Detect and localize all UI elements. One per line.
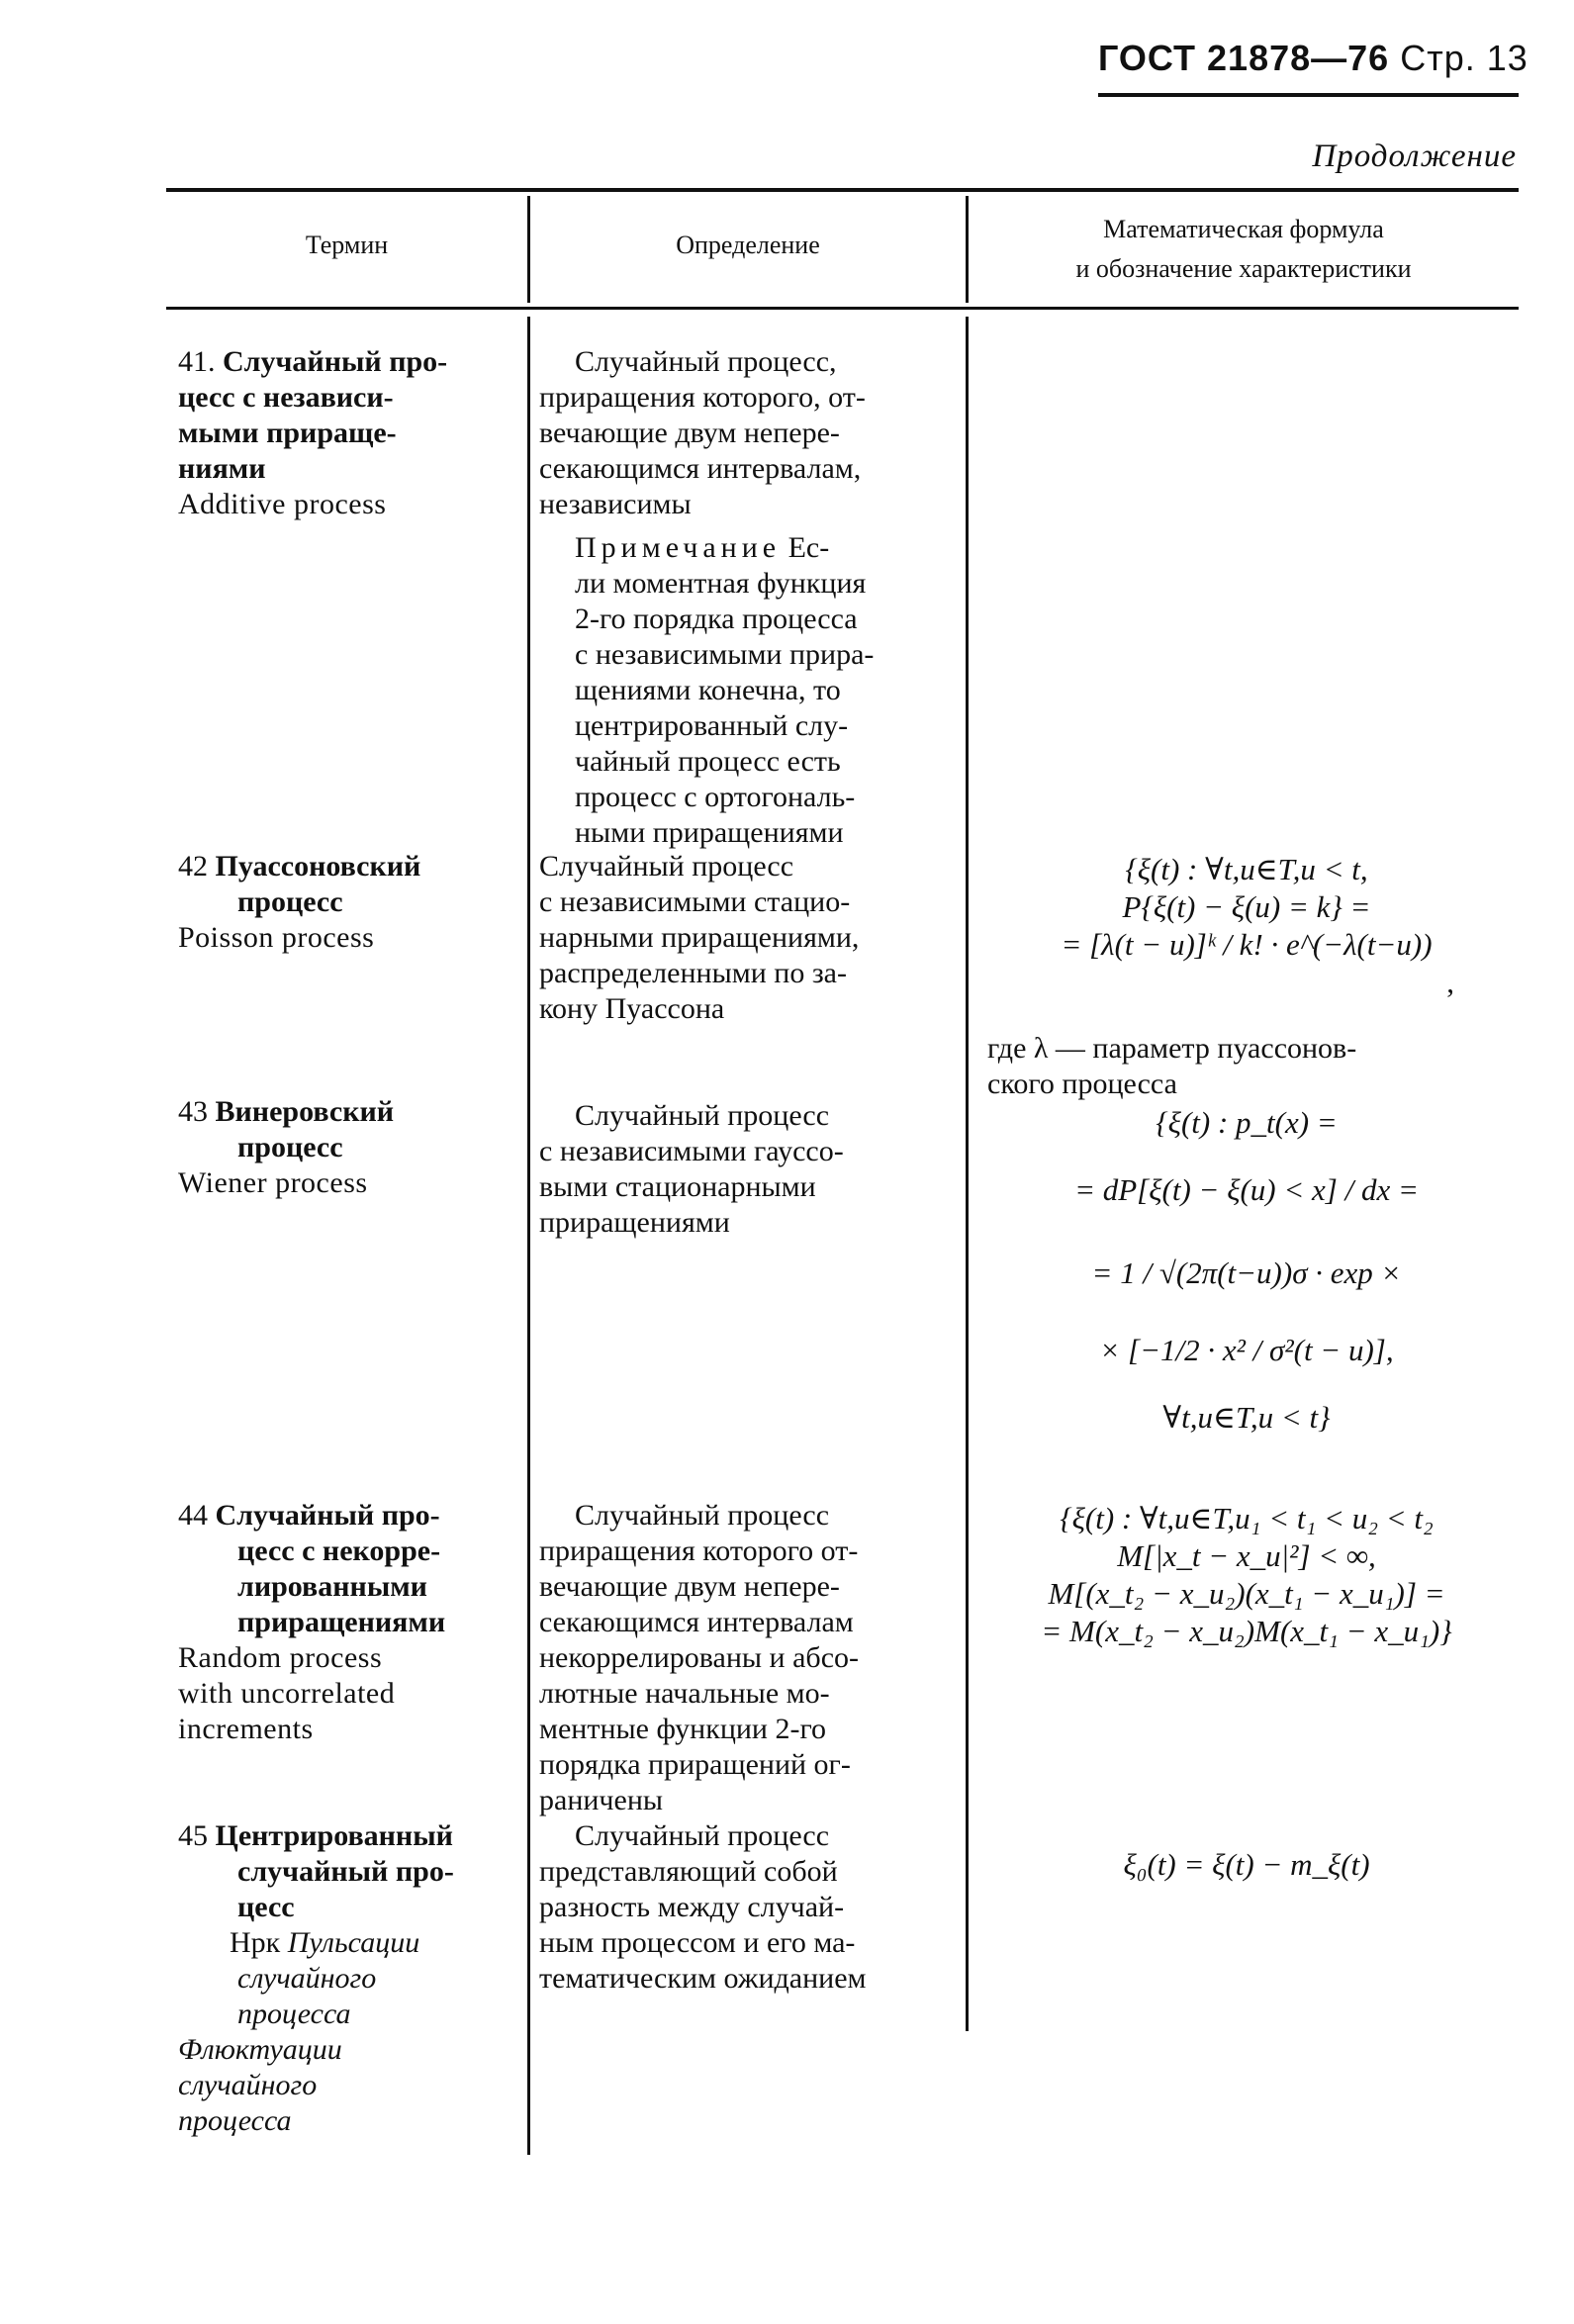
definition-42: Случайный процесс с независимыми стацио- нарными приращениями, распределенными по за- кону Пуассона [539,850,860,1025]
term-43: 43 Винеровский процесс Wiener process [178,1095,395,1199]
continued-label: Продолжение [1312,139,1517,174]
definition-44: Случайный процесс приращения которого от- вечающие двум непере- секающимся интервалам некоррелированы и абсо- лютные начальные мо- ментные функции 2-го порядка приращений ог- раничены [539,1499,859,1816]
definition-43: Случайный процесс с независимыми гауссо- выми стационарными приращениями [539,1099,844,1239]
term-41: 41. Случайный про- цесс с независи- мыми прираще- ниями Additive process [178,345,448,520]
column-divider-1 [527,317,530,2155]
standard-number: ГОСТ 21878—76 [1098,38,1390,78]
column-header-term: Термин [305,231,389,259]
column-divider-2 [966,317,969,2031]
formula-42: {ξ(t) : ∀t,u∈T,u < t, P{ξ(t) − ξ(u) = k} = = [λ(t − u)]ᵏ / k! · e^(−λ(t−u)) , [1061,852,1454,999]
formula-43: {ξ(t) : p_t(x) = = dP[ξ(t) − ξ(u) < x] / dx = = 1 / √(2π(t−u))σ · exp × × [−1/2 · x² / σ²(t − u)], ∀t,u∈T,u < t} [1074,1105,1419,1435]
page-header [1098,38,1528,79]
formula-note-42: где λ — параметр пуассонов- ского процесса [987,1032,1357,1100]
page-number: Стр. 13 [1400,38,1528,78]
definition-45: Случайный процесс представляющий собой разность между случай- ным процессом и его ма- тематическим ожиданием [539,1819,867,1995]
table-header-rule [166,307,1519,310]
formula-44: {ξ(t) : ∀t,u∈T,u₁ < t₁ < u₂ < t₂ M[|x_t − x_u|²] < ∞, M[(x_t₂ − x_u₂)(x_t₁ − x_u₁)] = = M(x_t₂ − x_u₂)M(x_t₁ − x_u₁)} [1041,1501,1452,1648]
note-41: Примечание Ес- [575,531,830,564]
header-divider-1 [527,196,530,303]
term-42: 42 Пуассоновский процесс Poisson process [178,850,421,954]
header-rule [1098,93,1519,97]
term-45: 45 Центрированный случайный про- цесс Нрк Пульсации случайного процесса Флюктуации случайного процесса [178,1819,454,2137]
table-top-rule [166,188,1519,192]
column-header-formula: Математическая формула и обозначение характеристики [1075,215,1412,283]
formula-45: ξ₀(t) = ξ(t) − m_ξ(t) [1123,1847,1370,1882]
term-44: 44 Случайный про- цесс с некорре- лированными приращениями Random process with uncorrelated increments [178,1499,446,1745]
definition-41: Случайный процесс, приращения которого, от- вечающие двум непере- секающимся интервалам, независимы Примечание Ес- ли моментная функция 2-го порядка процесса с независимыми прира- щениями конечна, то центрированный слу- чайный процесс есть процесс с ортогональ- ными приращениями [539,344,960,851]
column-header-definition: Определение [676,231,820,259]
header-divider-2 [966,196,969,303]
